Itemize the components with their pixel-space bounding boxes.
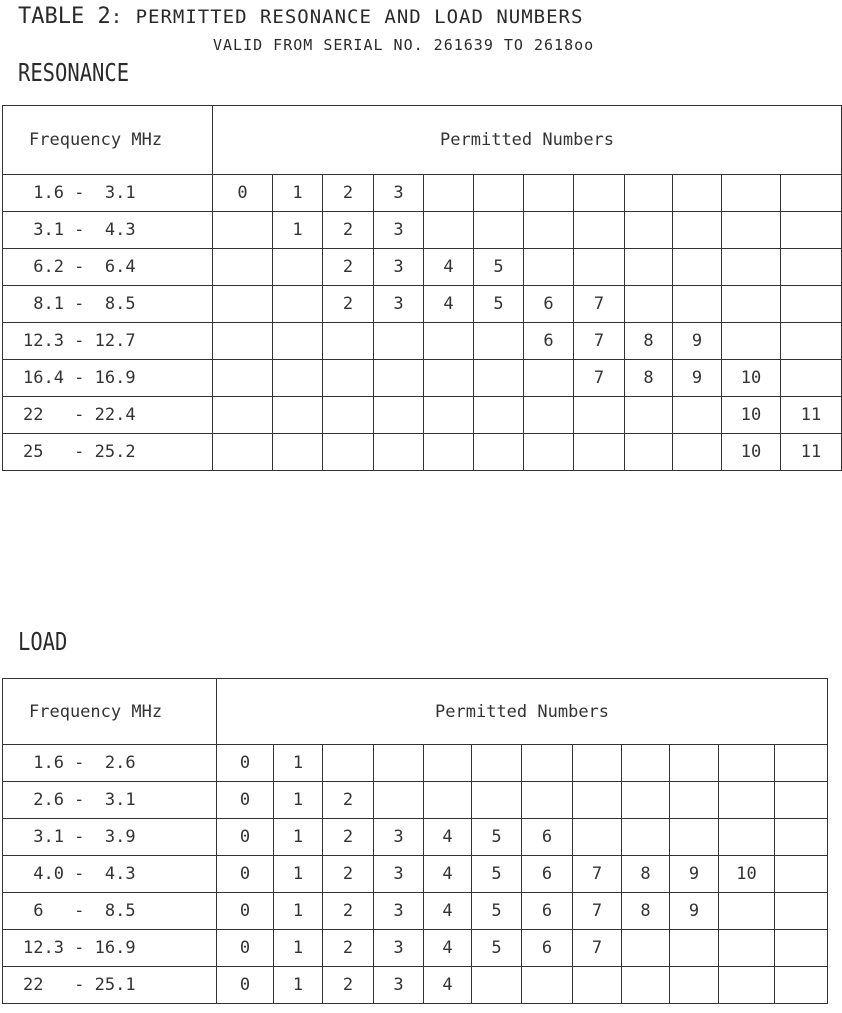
resonance-number-cell — [374, 360, 424, 397]
resonance-number-cell — [574, 249, 625, 286]
resonance-number-cell — [722, 323, 781, 360]
load-number-cell — [622, 819, 670, 856]
title-prefix: TABLE 2 — [18, 4, 111, 29]
resonance-number-cell — [424, 212, 474, 249]
load-number-cell — [573, 819, 622, 856]
resonance-number-cell: 5 — [474, 249, 524, 286]
load-number-cell: 1 — [274, 745, 323, 782]
resonance-frequency-cell: 22 - 22.4 — [3, 397, 213, 434]
resonance-number-cell — [574, 175, 625, 212]
resonance-number-cell: 1 — [273, 175, 323, 212]
load-number-cell: 2 — [323, 893, 374, 930]
resonance-frequency-cell: 3.1 - 4.3 — [3, 212, 213, 249]
resonance-number-cell — [323, 360, 374, 397]
load-number-cell — [670, 967, 719, 1004]
load-number-cell: 5 — [472, 930, 522, 967]
load-number-cell: 5 — [472, 856, 522, 893]
load-number-cell: 9 — [670, 893, 719, 930]
load-number-cell: 3 — [374, 967, 424, 1004]
load-table-row — [3, 745, 828, 782]
resonance-number-cell — [273, 397, 323, 434]
resonance-section-label: RESONANCE — [18, 58, 130, 87]
load-table-row — [3, 782, 828, 819]
resonance-number-cell: 7 — [574, 360, 625, 397]
resonance-number-cell — [374, 323, 424, 360]
document-title — [18, 4, 583, 29]
load-number-cell — [719, 930, 775, 967]
resonance-number-cell: 7 — [574, 323, 625, 360]
load-number-cell: 4 — [424, 819, 472, 856]
resonance-number-cell — [273, 286, 323, 323]
resonance-table-row — [3, 360, 842, 397]
load-number-cell: 2 — [323, 967, 374, 1004]
resonance-number-cell: 2 — [323, 212, 374, 249]
resonance-number-cell — [424, 323, 474, 360]
load-number-cell — [719, 782, 775, 819]
resonance-number-cell — [625, 249, 673, 286]
load-frequency-cell: 1.6 - 2.6 — [3, 745, 217, 782]
resonance-number-cell — [213, 323, 273, 360]
load-section-label: LOAD — [18, 627, 68, 656]
resonance-number-cell — [781, 175, 842, 212]
load-number-cell — [472, 967, 522, 1004]
resonance-number-cell: 3 — [374, 249, 424, 286]
resonance-number-cell — [273, 249, 323, 286]
resonance-number-cell — [474, 175, 524, 212]
load-number-cell: 3 — [374, 893, 424, 930]
resonance-number-cell — [625, 397, 673, 434]
resonance-number-cell: 2 — [323, 175, 374, 212]
load-number-cell — [775, 782, 828, 819]
load-number-cell — [775, 856, 828, 893]
load-number-cell: 10 — [719, 856, 775, 893]
resonance-number-cell — [273, 323, 323, 360]
resonance-table-row — [3, 175, 842, 212]
resonance-number-cell — [213, 434, 273, 471]
load-number-cell: 2 — [323, 782, 374, 819]
load-number-cell: 6 — [522, 819, 573, 856]
load-table-row — [3, 930, 828, 967]
resonance-number-cell — [213, 212, 273, 249]
resonance-number-cell: 3 — [374, 212, 424, 249]
load-number-cell — [775, 893, 828, 930]
resonance-number-cell — [524, 212, 574, 249]
load-header-row — [3, 679, 828, 745]
load-number-cell — [670, 782, 719, 819]
load-number-cell: 4 — [424, 856, 472, 893]
load-number-cell — [622, 967, 670, 1004]
load-frequency-cell: 4.0 - 4.3 — [3, 856, 217, 893]
load-number-cell: 8 — [622, 893, 670, 930]
resonance-number-cell: 4 — [424, 249, 474, 286]
load-number-cell — [573, 967, 622, 1004]
resonance-number-cell — [323, 397, 374, 434]
resonance-number-cell — [424, 434, 474, 471]
load-number-cell: 1 — [274, 893, 323, 930]
load-table-row — [3, 856, 828, 893]
resonance-number-cell — [673, 397, 722, 434]
resonance-number-cell — [213, 360, 273, 397]
resonance-number-cell: 6 — [524, 323, 574, 360]
resonance-number-cell — [524, 360, 574, 397]
load-number-cell — [573, 782, 622, 819]
resonance-number-cell — [574, 212, 625, 249]
load-table-row — [3, 819, 828, 856]
load-number-cell — [670, 819, 719, 856]
resonance-table-body — [3, 175, 842, 471]
resonance-number-cell — [474, 360, 524, 397]
load-number-cell — [670, 745, 719, 782]
resonance-number-cell — [574, 434, 625, 471]
load-number-cell — [522, 967, 573, 1004]
resonance-number-cell: 8 — [625, 360, 673, 397]
resonance-number-cell — [722, 286, 781, 323]
resonance-number-cell — [474, 212, 524, 249]
load-number-cell: 1 — [274, 967, 323, 1004]
load-number-cell — [719, 819, 775, 856]
resonance-number-cell: 9 — [673, 323, 722, 360]
load-number-cell — [522, 745, 573, 782]
load-header-frequency: Frequency MHz — [3, 679, 217, 745]
load-frequency-cell: 12.3 - 16.9 — [3, 930, 217, 967]
load-number-cell: 2 — [323, 819, 374, 856]
resonance-number-cell — [673, 212, 722, 249]
load-number-cell — [775, 967, 828, 1004]
resonance-number-cell: 3 — [374, 286, 424, 323]
load-number-cell: 0 — [217, 893, 274, 930]
load-number-cell: 4 — [424, 893, 472, 930]
load-number-cell — [374, 782, 424, 819]
resonance-number-cell — [781, 212, 842, 249]
resonance-number-cell: 10 — [722, 397, 781, 434]
load-table — [2, 678, 828, 1004]
resonance-number-cell — [374, 397, 424, 434]
load-number-cell — [719, 893, 775, 930]
resonance-number-cell: 5 — [474, 286, 524, 323]
resonance-number-cell — [673, 175, 722, 212]
resonance-number-cell — [213, 397, 273, 434]
resonance-number-cell: 11 — [781, 397, 842, 434]
resonance-frequency-cell: 25 - 25.2 — [3, 434, 213, 471]
load-table-body — [3, 745, 828, 1004]
load-number-cell — [323, 745, 374, 782]
load-number-cell: 4 — [424, 930, 472, 967]
resonance-frequency-cell: 8.1 - 8.5 — [3, 286, 213, 323]
resonance-number-cell — [524, 175, 574, 212]
title-text: : PERMITTED RESONANCE AND LOAD NUMBERS — [110, 6, 584, 28]
load-frequency-cell: 22 - 25.1 — [3, 967, 217, 1004]
load-number-cell: 1 — [274, 819, 323, 856]
resonance-table-row — [3, 249, 842, 286]
resonance-frequency-cell: 16.4 - 16.9 — [3, 360, 213, 397]
load-number-cell: 2 — [323, 856, 374, 893]
load-number-cell — [472, 782, 522, 819]
load-frequency-cell: 3.1 - 3.9 — [3, 819, 217, 856]
resonance-header-frequency: Frequency MHz — [3, 106, 213, 175]
resonance-number-cell — [625, 212, 673, 249]
resonance-number-cell: 3 — [374, 175, 424, 212]
resonance-number-cell — [673, 434, 722, 471]
resonance-number-cell — [781, 360, 842, 397]
document-subtitle: VALID FROM SERIAL NO. 261639 TO 2618oo — [213, 36, 595, 54]
resonance-number-cell: 6 — [524, 286, 574, 323]
load-number-cell — [522, 782, 573, 819]
load-number-cell — [719, 967, 775, 1004]
resonance-number-cell: 1 — [273, 212, 323, 249]
load-number-cell: 7 — [573, 893, 622, 930]
load-number-cell: 4 — [424, 967, 472, 1004]
resonance-table-row — [3, 434, 842, 471]
load-number-cell — [573, 745, 622, 782]
resonance-number-cell — [424, 397, 474, 434]
resonance-number-cell — [722, 249, 781, 286]
resonance-number-cell — [524, 434, 574, 471]
load-number-cell: 1 — [274, 930, 323, 967]
resonance-number-cell — [213, 249, 273, 286]
resonance-number-cell — [625, 286, 673, 323]
load-number-cell: 3 — [374, 930, 424, 967]
load-number-cell: 1 — [274, 782, 323, 819]
resonance-number-cell — [424, 360, 474, 397]
resonance-number-cell: 9 — [673, 360, 722, 397]
load-number-cell: 3 — [374, 819, 424, 856]
resonance-frequency-cell: 6.2 - 6.4 — [3, 249, 213, 286]
load-number-cell — [622, 930, 670, 967]
resonance-number-cell — [673, 286, 722, 323]
resonance-number-cell: 10 — [722, 434, 781, 471]
resonance-table-row — [3, 212, 842, 249]
load-table-row — [3, 893, 828, 930]
resonance-number-cell — [722, 175, 781, 212]
load-number-cell: 0 — [217, 930, 274, 967]
load-number-cell — [472, 745, 522, 782]
load-number-cell: 7 — [573, 930, 622, 967]
resonance-number-cell — [474, 434, 524, 471]
resonance-number-cell — [781, 323, 842, 360]
load-number-cell: 0 — [217, 782, 274, 819]
load-number-cell — [775, 930, 828, 967]
resonance-number-cell — [781, 249, 842, 286]
load-number-cell: 7 — [573, 856, 622, 893]
resonance-table-row — [3, 323, 842, 360]
resonance-number-cell: 8 — [625, 323, 673, 360]
load-number-cell: 6 — [522, 856, 573, 893]
load-number-cell: 3 — [374, 856, 424, 893]
resonance-number-cell — [781, 286, 842, 323]
load-number-cell — [670, 930, 719, 967]
load-table-row — [3, 967, 828, 1004]
load-number-cell: 0 — [217, 819, 274, 856]
resonance-number-cell — [323, 434, 374, 471]
resonance-number-cell: 7 — [574, 286, 625, 323]
load-number-cell: 5 — [472, 893, 522, 930]
load-number-cell: 0 — [217, 856, 274, 893]
resonance-number-cell — [273, 360, 323, 397]
resonance-number-cell — [213, 286, 273, 323]
load-number-cell: 1 — [274, 856, 323, 893]
resonance-number-cell — [374, 434, 424, 471]
load-frequency-cell: 2.6 - 3.1 — [3, 782, 217, 819]
resonance-number-cell — [524, 397, 574, 434]
load-number-cell: 6 — [522, 930, 573, 967]
load-number-cell: 0 — [217, 967, 274, 1004]
load-number-cell — [775, 819, 828, 856]
resonance-header-permitted: Permitted Numbers — [213, 106, 842, 175]
resonance-number-cell: 10 — [722, 360, 781, 397]
resonance-number-cell — [574, 397, 625, 434]
resonance-number-cell — [625, 434, 673, 471]
resonance-table-row — [3, 397, 842, 434]
resonance-number-cell — [424, 175, 474, 212]
resonance-number-cell — [625, 175, 673, 212]
load-header-permitted: Permitted Numbers — [217, 679, 828, 745]
load-number-cell: 2 — [323, 930, 374, 967]
load-number-cell — [622, 782, 670, 819]
resonance-table-row — [3, 286, 842, 323]
resonance-number-cell — [323, 323, 374, 360]
resonance-number-cell — [673, 249, 722, 286]
load-frequency-cell: 6 - 8.5 — [3, 893, 217, 930]
resonance-frequency-cell: 1.6 - 3.1 — [3, 175, 213, 212]
resonance-number-cell — [474, 397, 524, 434]
resonance-number-cell — [474, 323, 524, 360]
resonance-header-row — [3, 106, 842, 175]
load-number-cell — [622, 745, 670, 782]
resonance-number-cell: 11 — [781, 434, 842, 471]
load-number-cell — [374, 745, 424, 782]
load-number-cell: 6 — [522, 893, 573, 930]
load-number-cell — [424, 782, 472, 819]
load-number-cell: 8 — [622, 856, 670, 893]
resonance-table — [2, 105, 842, 471]
resonance-number-cell — [722, 212, 781, 249]
resonance-number-cell: 4 — [424, 286, 474, 323]
resonance-number-cell — [273, 434, 323, 471]
resonance-number-cell: 0 — [213, 175, 273, 212]
resonance-number-cell: 2 — [323, 286, 374, 323]
resonance-number-cell: 2 — [323, 249, 374, 286]
load-number-cell — [775, 745, 828, 782]
load-number-cell: 0 — [217, 745, 274, 782]
resonance-frequency-cell: 12.3 - 12.7 — [3, 323, 213, 360]
resonance-number-cell — [524, 249, 574, 286]
load-number-cell — [424, 745, 472, 782]
load-number-cell — [719, 745, 775, 782]
load-number-cell: 5 — [472, 819, 522, 856]
load-number-cell: 9 — [670, 856, 719, 893]
